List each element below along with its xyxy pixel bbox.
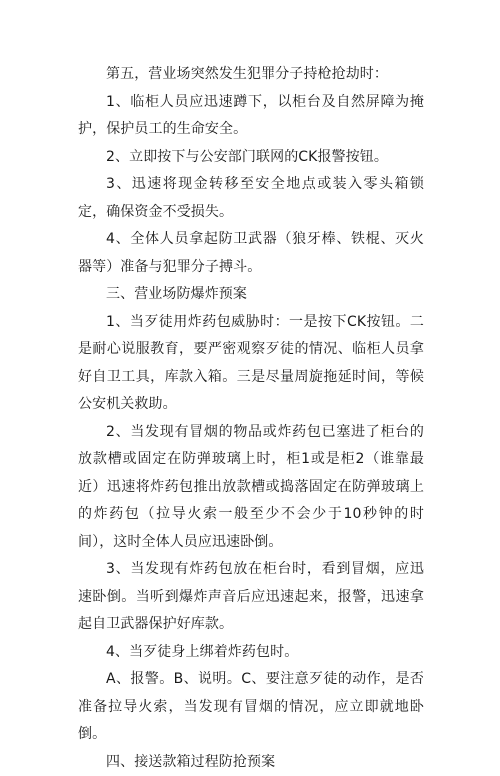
paragraph: 2、立即按下与公安部门联网的CK报警按钮。 [78,144,424,172]
paragraph: 1、当歹徒用炸药包威胁时：一是按下CK按钮。二是耐心说服教育，要严密观察歹徒的情况、临柜人员拿好自卫工具，库款入箱。三是尽量周旋拖延时间，等候公安机关救助。 [78,309,424,419]
paragraph: 2、当发现有冒烟的物品或炸药包已塞进了柜台的放款槽或固定在防弹玻璃上时，柜1或是柜2（谁靠最近）迅速将炸药包推出放款槽或捣落固定在防弹玻璃上的炸药包（拉导火索一般至少不会少于10秒钟的时间），这时全体人员应迅速卧倒。 [78,419,424,557]
paragraph: 3、迅速将现金转移至安全地点或装入零头箱锁定，确保资金不受损失。 [78,171,424,226]
document-body [78,61,424,776]
section-heading-cash-transport: 四、接送款箱过程防抢预案 [78,749,424,776]
paragraph: A、报警。B、说明。C、要注意歹徒的动作，是否准备拉导火索，当发现有冒烟的情况，应立即就地卧倒。 [78,666,424,749]
section-heading-robbery: 第五，营业场突然发生犯罪分子持枪抢劫时： [78,61,424,89]
section-heading-explosion: 三、营业场防爆炸预案 [78,281,424,309]
paragraph: 4、全体人员拿起防卫武器（狼牙棒、铁棍、灭火器等）准备与犯罪分子搏斗。 [78,226,424,281]
paragraph: 4、当歹徒身上绑着炸药包时。 [78,639,424,667]
paragraph: 3、当发现有炸药包放在柜台时，看到冒烟，应迅速卧倒。当听到爆炸声音后应迅速起来，报警，迅速拿起自卫武器保护好库款。 [78,556,424,639]
paragraph: 1、临柜人员应迅速蹲下，以柜台及自然屏障为掩护，保护员工的生命安全。 [78,89,424,144]
